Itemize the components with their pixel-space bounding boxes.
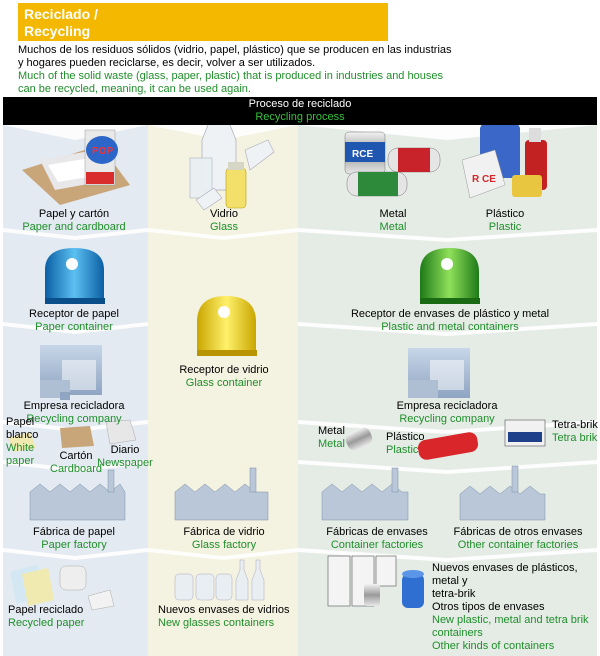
metal-source-es: Metal [379,208,407,220]
process-en: Recycling process [255,111,345,123]
glass-container-label [160,364,288,390]
recycled-paper-en: Recycled paper [8,617,85,629]
sort-metal-label [318,425,358,451]
glass-container-es: Receptor de vidrio [179,364,269,376]
intro-text [18,44,588,96]
sort-tetra-label [552,419,598,445]
new-glass-en: New glasses containers [158,617,275,629]
process-header [3,97,597,125]
glass-source-en: Glass [209,221,239,233]
metal-source-label [358,208,428,234]
paper-company-en: Recycling company [26,413,122,425]
metal-source-en: Metal [379,221,407,233]
paper-factory-en: Paper factory [41,539,107,551]
paper-container-en: Paper container [35,321,113,333]
glass-factory-en: Glass factory [191,539,257,551]
recycled-paper-label [8,604,138,630]
other-factories-label [440,526,596,552]
plastic-source-label [470,208,540,234]
cardboard-en: Cardboard [50,463,102,475]
other-factories-es: Fábricas de otros envases [453,526,583,538]
sort-metal-en: Metal [318,438,345,450]
intro-es-line1: Muchos de los residuos sólidos (vidrio, papel, plástico) que se producen en las industrias [18,44,452,56]
other-factories-en: Other container factories [457,539,579,551]
new-containers-es-2: tetra-brik [432,588,476,600]
title-spanish: Reciclado / [24,6,98,22]
sort-plastic-label [386,431,436,457]
new-containers-es-1: Nuevos envases de plásticos, metal y [432,562,578,587]
paper-company-es: Empresa recicladora [23,400,125,412]
mp-company-label [382,400,512,426]
glass-source-es: Vidrio [210,208,238,220]
glass-factory-label [160,526,288,552]
intro-en-line2: can be recycled, meaning, it can be used again. [18,83,251,95]
new-containers-es-3: Otros tipos de envases [432,601,545,613]
can-brand-text: RCE [352,149,374,160]
new-containers-en-1: New plastic, metal and tetra brik [432,614,589,626]
bottle-brand-text: R CE [472,174,496,185]
new-containers-en-3: Other kinds of containers [432,640,555,652]
new-glass-label [158,604,298,630]
white-paper-en-2: paper [6,455,35,467]
title-banner [18,3,388,41]
paper-source-en: Paper and cardboard [22,221,126,233]
sort-plastic-es: Plástico [386,431,425,443]
paper-factory-label [10,526,138,552]
title-english: Recycling [24,23,91,39]
recycled-paper-es: Papel reciclado [8,604,84,616]
glass-container-en: Glass container [185,377,263,389]
paper-container-label [10,308,138,334]
sort-metal-es: Metal [318,425,345,437]
cardboard-es: Cartón [59,450,93,462]
paper-factory-es: Fábrica de papel [33,526,115,538]
paper-source-label [10,208,138,234]
plastic-metal-container-es: Receptor de envases de plástico y metal [350,308,550,320]
sort-plastic-en: Plastic [386,444,419,456]
plastic-metal-container-label [330,308,570,334]
container-factories-en: Container factories [330,539,424,551]
white-paper-es-1: Papel [6,416,35,428]
mp-company-en: Recycling company [399,413,495,425]
intro-es-line2: y hogares pueden reciclarse, es decir, volver a ser utilizados. [18,57,316,69]
container-factories-es: Fábricas de envases [326,526,428,538]
container-factories-label [312,526,442,552]
white-paper-es-2: blanco [6,429,39,441]
paper-source-es: Papel y cartón [38,208,110,220]
plastic-source-en: Plastic [488,221,522,233]
white-paper-label [6,416,46,468]
paper-container-es: Receptor de papel [29,308,119,320]
new-glass-es: Nuevos envases de vidrios [158,604,290,616]
glass-source-label [160,208,288,234]
sort-tetra-en: Tetra brik [552,432,598,444]
intro-en-line1: Much of the solid waste (glass, paper, plastic) that is produced in industries and houses [18,70,443,82]
sort-tetra-es: Tetra-brik [552,419,598,431]
detergent-brand-text: POP [92,146,114,157]
process-es: Proceso de reciclado [248,98,352,110]
newspaper-label [96,444,154,470]
glass-bin-icon [197,296,257,356]
plastic-source-es: Plástico [485,208,525,220]
newspaper-es: Diario [110,444,140,456]
glass-factory-es: Fábrica de vidrio [183,526,265,538]
plastic-metal-container-en: Plastic and metal containers [381,321,519,333]
new-containers-en-2: containers [432,627,483,639]
paper-bin-icon [45,248,105,304]
mp-company-es: Empresa recicladora [396,400,498,412]
newspaper-en: Newspaper [97,457,153,469]
white-paper-en-1: White [6,442,35,454]
plastic-metal-bin-icon [420,248,480,304]
new-containers-label [432,562,598,653]
